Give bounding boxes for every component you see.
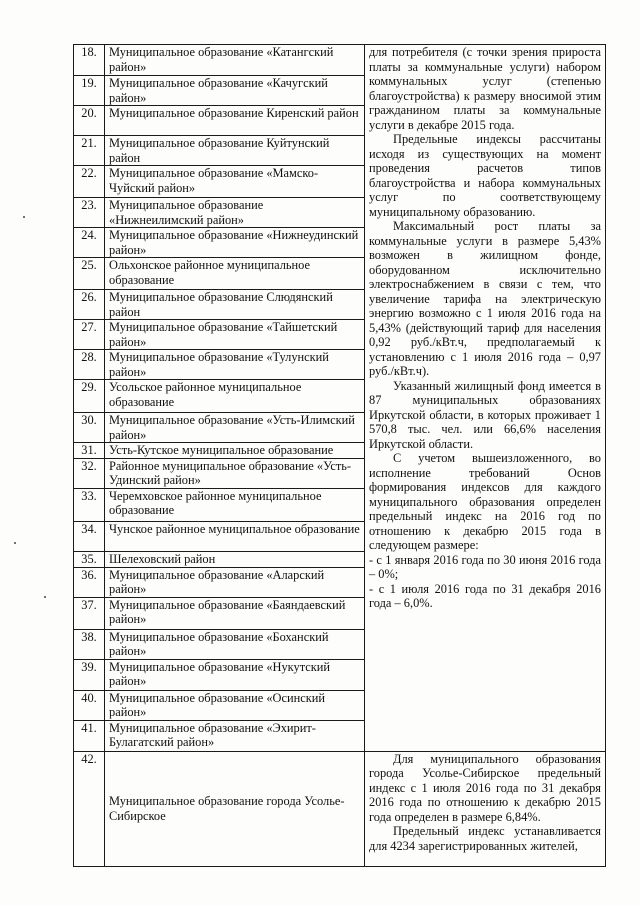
municipality-name: Муниципальное образование «Осинский район» — [105, 690, 365, 720]
municipality-name: Муниципальное образование «Аларский район» — [105, 567, 365, 597]
row-number: 24. — [74, 228, 105, 258]
row-number: 30. — [74, 413, 105, 443]
municipality-name: Муниципальное образование Слюдянский район — [105, 290, 365, 320]
row-number: 31. — [74, 443, 105, 459]
municipality-name: Ольхонское районное муниципальное образование — [105, 258, 365, 290]
municipality-name: Муниципальное образование «Баяндаевский район» — [105, 597, 365, 629]
row-number: 38. — [74, 629, 105, 659]
municipality-name: Муниципальное образование «Качугский район» — [105, 76, 365, 106]
description-paragraph: С учетом вышеизложенного, во исполнение требований Основ формирования индексов для каждого муниципального образования определен предельный индекс на 2016 год по отношению к декабрю 2015 года в следующем размере: — [369, 451, 601, 552]
row-number: 41. — [74, 720, 105, 751]
municipality-name: Муниципальное образование «Эхирит-Булагатский район» — [105, 720, 365, 751]
row-number: 42. — [74, 751, 105, 866]
municipality-name: Шелеховский район — [105, 551, 365, 567]
tariff-index-table — [73, 44, 606, 867]
municipality-name: Муниципальное образование Куйтунский район — [105, 136, 365, 166]
municipality-name: Муниципальное образование «Тулунский район» — [105, 350, 365, 380]
municipality-name: Муниципальное образование «Боханский район» — [105, 629, 365, 659]
description-paragraph: Предельный индекс устанавливается для 4234 зарегистрированных жителей, — [369, 824, 601, 853]
row-number: 29. — [74, 380, 105, 413]
municipality-name: Муниципальное образование «Катангский район» — [105, 45, 365, 76]
row-number: 32. — [74, 458, 105, 488]
municipality-name: Муниципальное образование «Тайшетский район» — [105, 320, 365, 350]
municipality-name: Районное муниципальное образование «Усть-Удинский район» — [105, 458, 365, 488]
row-number: 25. — [74, 258, 105, 290]
scan-speck — [14, 542, 16, 544]
municipality-name: Муниципальное образование «Усть-Илимский район» — [105, 413, 365, 443]
row-number: 22. — [74, 166, 105, 198]
description-paragraph: Предельные индексы рассчитаны исходя из существующих на момент проведения расчетов типов благоустройства и набора коммунальных услуг по соответствующему муниципальному образованию. — [369, 132, 601, 219]
municipality-name: Муниципальное образование «Мамско-Чуйский район» — [105, 166, 365, 198]
table-row — [74, 751, 606, 866]
row-number: 18. — [74, 45, 105, 76]
row-number: 35. — [74, 551, 105, 567]
row-number: 36. — [74, 567, 105, 597]
row-number: 37. — [74, 597, 105, 629]
row-number: 34. — [74, 521, 105, 551]
row-number: 40. — [74, 690, 105, 720]
municipality-name: Муниципальное образование «Нижнеудинский район» — [105, 228, 365, 258]
municipality-name: Усольское районное муниципальное образование — [105, 380, 365, 413]
description-list-item: - с 1 июля 2016 года по 31 декабря 2016 года – 6,0%. — [369, 581, 601, 610]
row-number: 21. — [74, 136, 105, 166]
municipality-name: Муниципальное образование «Нижнеилимский район» — [105, 198, 365, 228]
table-row — [74, 45, 606, 76]
description-paragraph: Максимальный рост платы за коммунальные услуги в размере 5,43% возможен в жилищном фонде, оборудованном исключительно электроснабжением в связи с тем, что увеличение тарифа на электрическую энергию возможно с 1 июля 2016 года на 5,43% (действующий тариф для населения 0,92 руб./кВт.ч, предполагаемый к установлению с 1 июля 2016 года – 0,97 руб./кВт.ч). — [369, 219, 601, 378]
municipality-name: Усть-Кутское муниципальное образование — [105, 443, 365, 459]
municipality-name: Муниципальное образование города Усолье-Сибирское — [105, 751, 365, 866]
row-number: 39. — [74, 659, 105, 690]
row-number: 19. — [74, 76, 105, 106]
municipality-name: Муниципальное образование «Нукутский район» — [105, 659, 365, 690]
scan-speck — [23, 216, 25, 218]
description-paragraph: Для муниципального образования города Усолье-Сибирское предельный индекс с 1 июля 2016 года по 31 декабря 2016 года по отношению к декабрю 2015 года определен в размере 6,84%. — [369, 751, 601, 824]
municipality-name: Чунское районное муниципальное образование — [105, 521, 365, 551]
scan-speck — [44, 596, 46, 598]
row-number: 20. — [74, 106, 105, 136]
row-number: 28. — [74, 350, 105, 380]
group-description-cell — [365, 45, 606, 752]
row-number: 33. — [74, 488, 105, 521]
row-number: 26. — [74, 290, 105, 320]
row-number: 27. — [74, 320, 105, 350]
description-paragraph: для потребителя (с точки зрения прироста платы за коммунальные услуги) набором коммунальных услуг (степенью благоустройства) к размеру вносимой этим гражданином платы за коммунальные услуги в декабре 2015 года. — [369, 45, 601, 132]
municipality-name: Черемховское районное муниципальное образование — [105, 488, 365, 521]
row42-description-cell — [365, 751, 606, 866]
description-paragraph: Указанный жилищный фонд имеется в 87 муниципальных образованиях Иркутской области, в которых проживает 1 570,8 тыс. чел. или 66,6% населения Иркутской области. — [369, 378, 601, 451]
row-number: 23. — [74, 198, 105, 228]
municipality-name: Муниципальное образование Киренский район — [105, 106, 365, 136]
description-list-item: - с 1 января 2016 года по 30 июня 2016 года – 0%; — [369, 552, 601, 581]
